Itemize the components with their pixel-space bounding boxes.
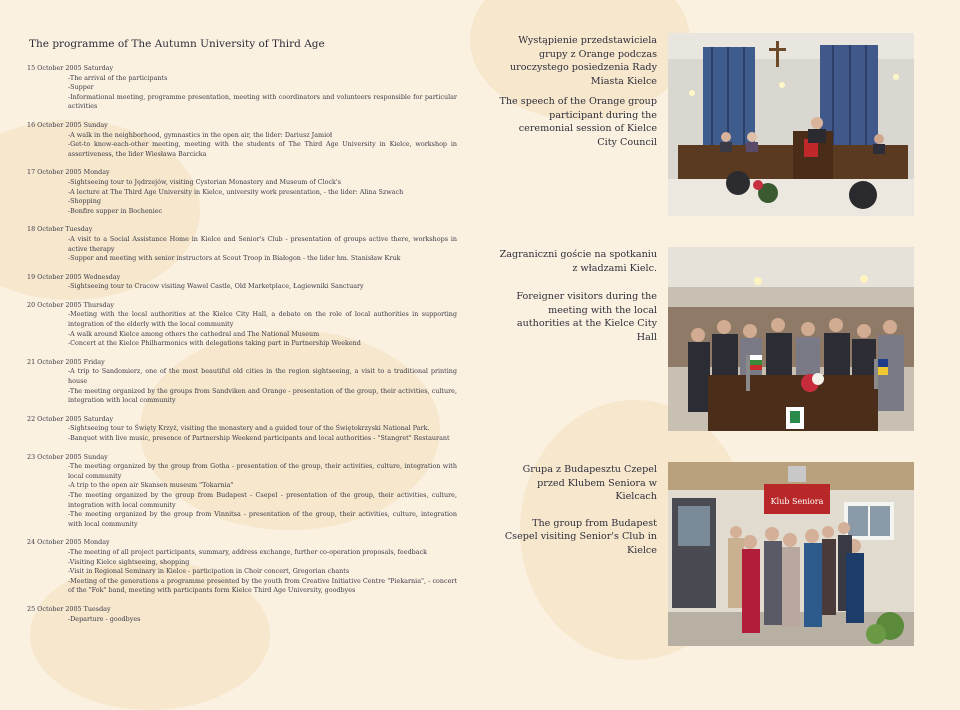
day-date: 18 October Tuesday (27, 225, 93, 234)
day-event: -Supper (68, 83, 94, 92)
day-date: 20 October 2005 Thursday (27, 300, 114, 309)
day-event: -Sightseeing tour to Cracow visiting Wawel Castle, Old Marketplace, Łagiewniki Sanctuary (68, 282, 364, 291)
day-date: 22 October 2005 Saturday (27, 414, 114, 423)
programme-day (27, 453, 457, 530)
programme-day (27, 64, 457, 112)
day-event: -Sightseeing tour to Jędrzejów, visiting Cysterian Monastery and Museum of Clock's (68, 177, 341, 186)
programme-day (27, 358, 457, 406)
day-event: -Departure - goodbyes (68, 614, 141, 623)
day-date: 24 October 2005 Monday (27, 538, 110, 547)
programme-days (27, 64, 457, 624)
day-event: -The meeting organized by the group from Vinnitsa - presentation of the group, their activities, culture, integration with local community (68, 510, 457, 528)
day-date: 19 October 2005 Wednesday (27, 272, 121, 281)
day-event: -Visiting Kielce sightseeing, shopping (68, 557, 190, 566)
day-event: -Sightseeing tour to Święty Krzyż, visiting the monastery and a guided tour of the Świętokrzyski National Park. (68, 424, 430, 433)
day-event: -The meeting of all project participants, summary, address exchange, further co-operation proposals, feedback (68, 547, 428, 556)
day-event: -Visit in Regional Seminary in Kielce - participation in Choir concert, Gregorian chants (68, 567, 350, 576)
day-event: -Meeting of the generations a programme presented by the youth from Creative Initiative Centre "Piekarnia", - concert of the "Fok" band, meeting with participants form Kielce Third Age University, goodbyes (68, 576, 457, 595)
caption-polish: Grupa z Budapesztu Czepel przed Klubem Seniora w Kielcach (522, 464, 657, 502)
day-date: 23 October 2005 Sunday (27, 452, 108, 461)
day-event: -The meeting organized by the groups from Sandviken and Orange - presentation of the group, their activities, culture, integration with local community (68, 386, 457, 405)
day-event: -Shopping (68, 197, 101, 206)
day-event: -Bonfire supper in Bocheniec (68, 206, 163, 215)
programme-day (27, 273, 457, 292)
day-date: 17 October 2005 Monday (27, 168, 110, 177)
day-date: 21 October 2005 Friday (27, 357, 105, 366)
programme-day (27, 538, 457, 596)
city-hall-meeting-photo (668, 247, 914, 431)
council-session-photo (668, 33, 914, 216)
day-event: -The arrival of the participants (68, 73, 168, 82)
day-date: 25 October 2005 Tuesday (27, 604, 111, 613)
seniors-club-group-photo (668, 462, 914, 646)
caption-polish: Wystąpienie przedstawiciela grupy z Orange podczas uroczystego posiedzenia Rady Miasta Kielce (509, 35, 657, 87)
programme-day (27, 121, 457, 159)
day-event: -Informational meeting, programme presentation, meeting with coordinators and volunteers responsible for particular activities (68, 92, 457, 111)
programme-day (27, 605, 457, 624)
programme-day (27, 301, 457, 349)
caption-block-2 (497, 248, 657, 344)
day-event: -Banquet with live music, presence of Partnership Weekend participants and local authorities - "Stangret" Restaurant (68, 434, 450, 442)
day-event: -A visit to a Social Assistance Home in Kielce and Senior's Club - presentation of groups active there, workshops in active therapy (68, 234, 457, 253)
club-sign-text: Klub Seniora (770, 497, 824, 506)
day-event: -A walk in the neighborhood, gymnastics in the open air, the lider: Dariusz Jamioł (68, 130, 333, 139)
programme-title: The programme of The Autumn University of Third Age (29, 38, 325, 50)
day-event: -A trip to the open air Skansen museum "Tokarnia" (68, 481, 234, 490)
day-date: 15 October 2005 Saturday (27, 64, 114, 72)
day-event: -Get-to know-each-other meeting, meeting with the students of The Third Age University in Kielce, workshop in assertiveness, the lider Wiesława Barcicka (68, 140, 457, 158)
day-event: -Meeting with the local authorities at the Kielce City Hall, a debate on the role of local authorities in supporting integration of the elderly with the local community (68, 310, 457, 329)
caption-english: Foreigner visitors during the meeting with the local authorities at the Kielce City Hall (516, 291, 657, 343)
day-event: -The meeting organized by the group from Budapest - Csepel - presentation of the group, their activities, culture, integration with local community (68, 490, 457, 509)
programme-day (27, 168, 457, 216)
day-event: -A walk around Kielce among others the cathedral and The National Museum (68, 329, 320, 338)
day-event: -A trip to Sandomierz, one of the most beautiful old cities in the region sightseeing, a visit to a traditional printing house (68, 367, 457, 386)
caption-polish: Zagraniczni goście na spotkaniu z władzami Kielc. (499, 249, 657, 274)
caption-block-3 (497, 463, 657, 557)
day-event: -A lecture at The Third Age University in Kielce, university work presentation, - the lider: Alina Szwach (68, 187, 404, 196)
caption-block-1 (497, 34, 657, 149)
day-event: -Concert at the Kielce Philharmonics with delegations taking part in Partnership Weekend (68, 339, 361, 348)
caption-english: The speech of the Orange group participant during the ceremonial session of Kielce City Council (499, 96, 657, 148)
caption-english: The group from Budapest Csepel visiting Senior's Club in Kielce (504, 517, 657, 556)
day-event: -The meeting organized by the group from Gotha - presentation of the group, their activities, culture, integration with local community (68, 462, 457, 480)
programme-day (27, 415, 457, 444)
programme-section (27, 38, 457, 633)
day-date: 16 October 2005 Sunday (27, 120, 108, 129)
day-event: -Supper and meeting with senior instructors at Scout Troop in Białogon - the lider hm. Stanisław Kruk (68, 254, 401, 263)
programme-day (27, 225, 457, 263)
